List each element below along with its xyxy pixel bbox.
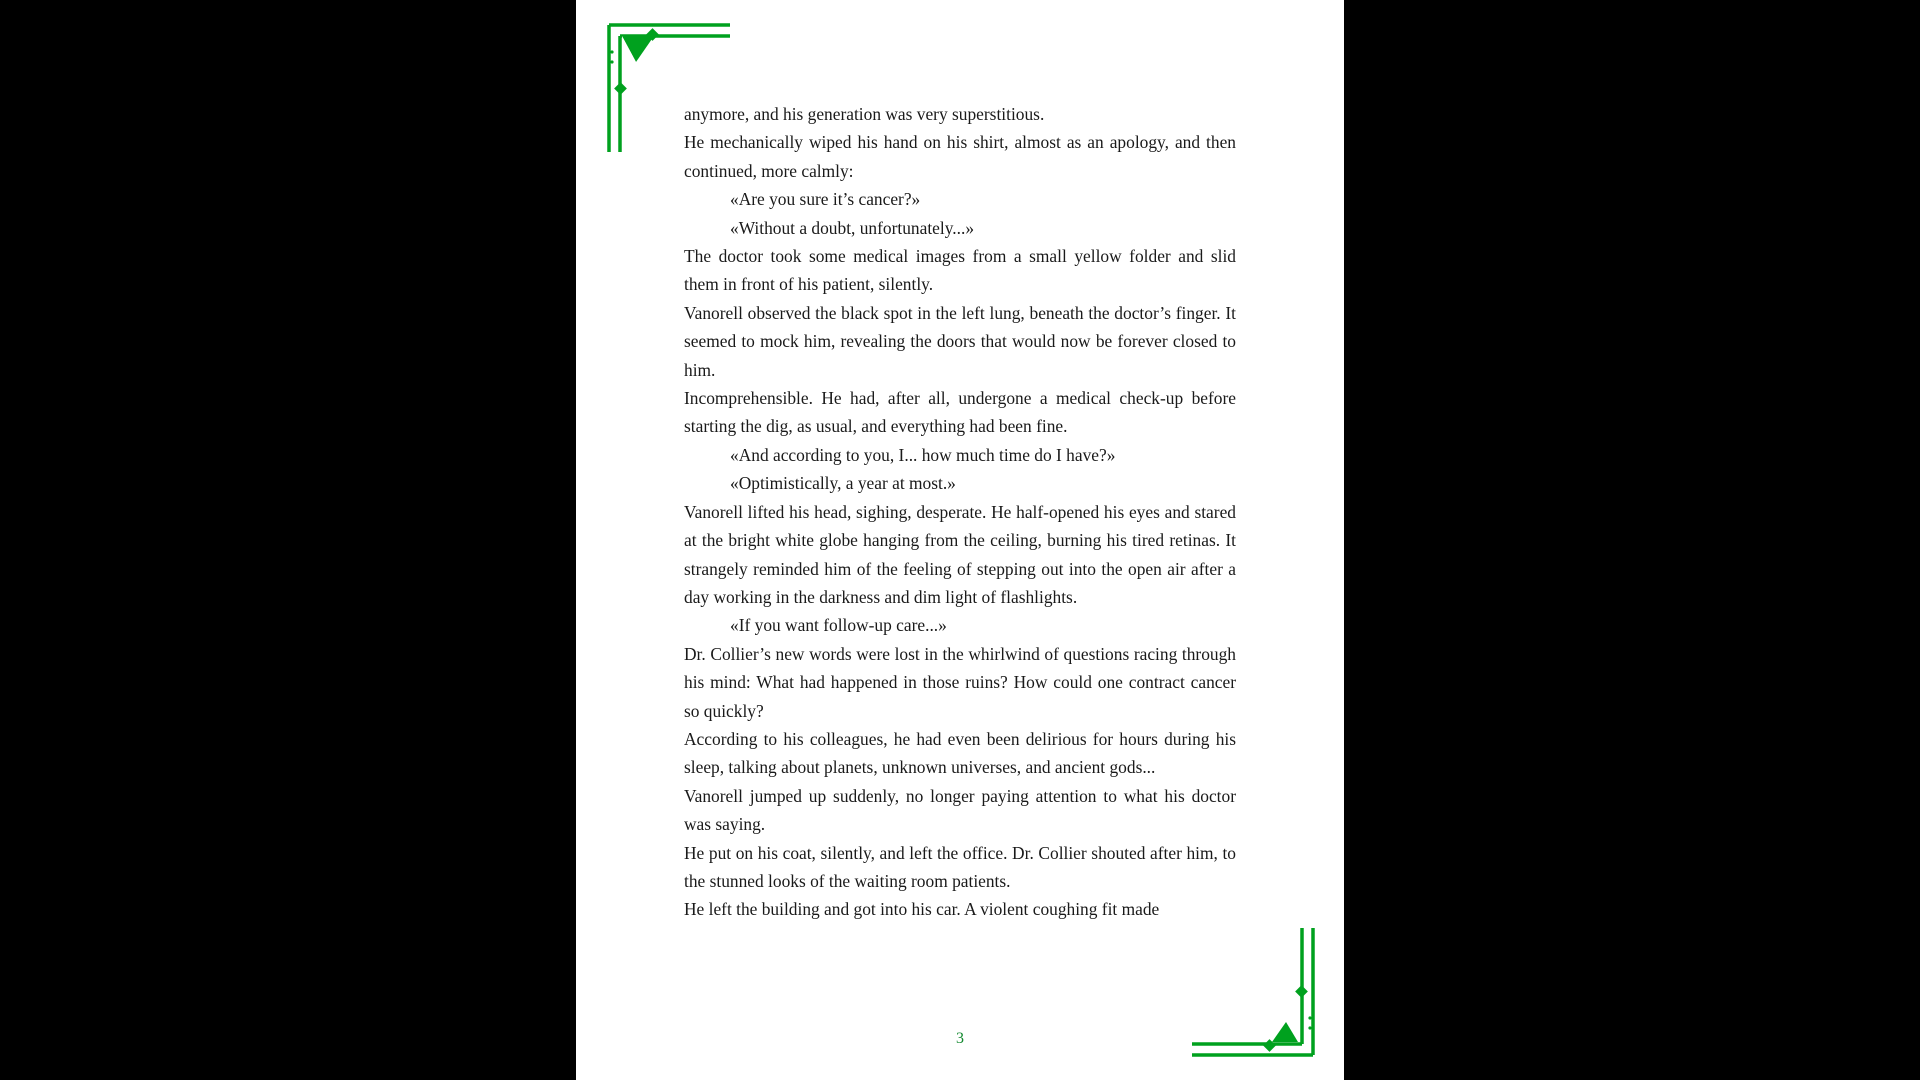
paragraph: Vanorell jumped up suddenly, no longer paying attention to what his doctor was saying. <box>684 785 1236 835</box>
paragraph: anymore, and his generation was very superstitious. <box>684 104 1045 124</box>
paragraph: Incomprehensible. He had, after all, undergone a medical check-up before starting the dig, as usual, and everything had been fine. <box>684 388 1236 437</box>
page-number: 3 <box>956 1030 964 1047</box>
dialogue-line: «If you want follow-up care...» <box>730 615 947 636</box>
dialogue-line: «Are you sure it’s cancer?» <box>730 189 921 210</box>
paragraph: Vanorell observed the black spot in the left lung, beneath the doctor’s finger. It seemed to mock him, revealing the doors that would now be forever closed to him. <box>684 302 1236 380</box>
paragraph: According to his colleagues, he had even been delirious for hours during his sleep, talking about planets, unknown universes, and ancient gods... <box>684 728 1236 778</box>
paragraph: He put on his coat, silently, and left the office. Dr. Collier shouted after him, to the stunned looks of the waiting room patients. <box>684 842 1236 891</box>
paragraph: The doctor took some medical images from a small yellow folder and slid them in front of his patient, silently. <box>684 246 1236 295</box>
dialogue-line: «And according to you, I... how much time do I have?» <box>730 444 1116 465</box>
page-content <box>576 0 1344 1080</box>
document-page <box>576 0 1344 1080</box>
page-text-body <box>684 100 1236 924</box>
dialogue-line: «Without a doubt, unfortunately...» <box>730 217 975 238</box>
dialogue-line: «Optimistically, a year at most.» <box>730 473 956 494</box>
paragraph: He mechanically wiped his hand on his shirt, almost as an apology, and then continued, more calmly: <box>684 132 1236 181</box>
paragraph: Dr. Collier’s new words were lost in the whirlwind of questions racing through his mind: What had happened in those ruins? How could one contract cancer so quickly? <box>684 643 1236 721</box>
paragraph: He left the building and got into his car. A violent coughing fit made <box>684 899 1160 920</box>
paragraph: Vanorell lifted his head, sighing, desperate. He half-opened his eyes and stared at the bright white globe hanging from the ceiling, burning his tired retinas. It strangely reminded him of the feeling of stepping out into the open air after a day working in the darkness and dim light of flashlights. <box>684 501 1236 607</box>
